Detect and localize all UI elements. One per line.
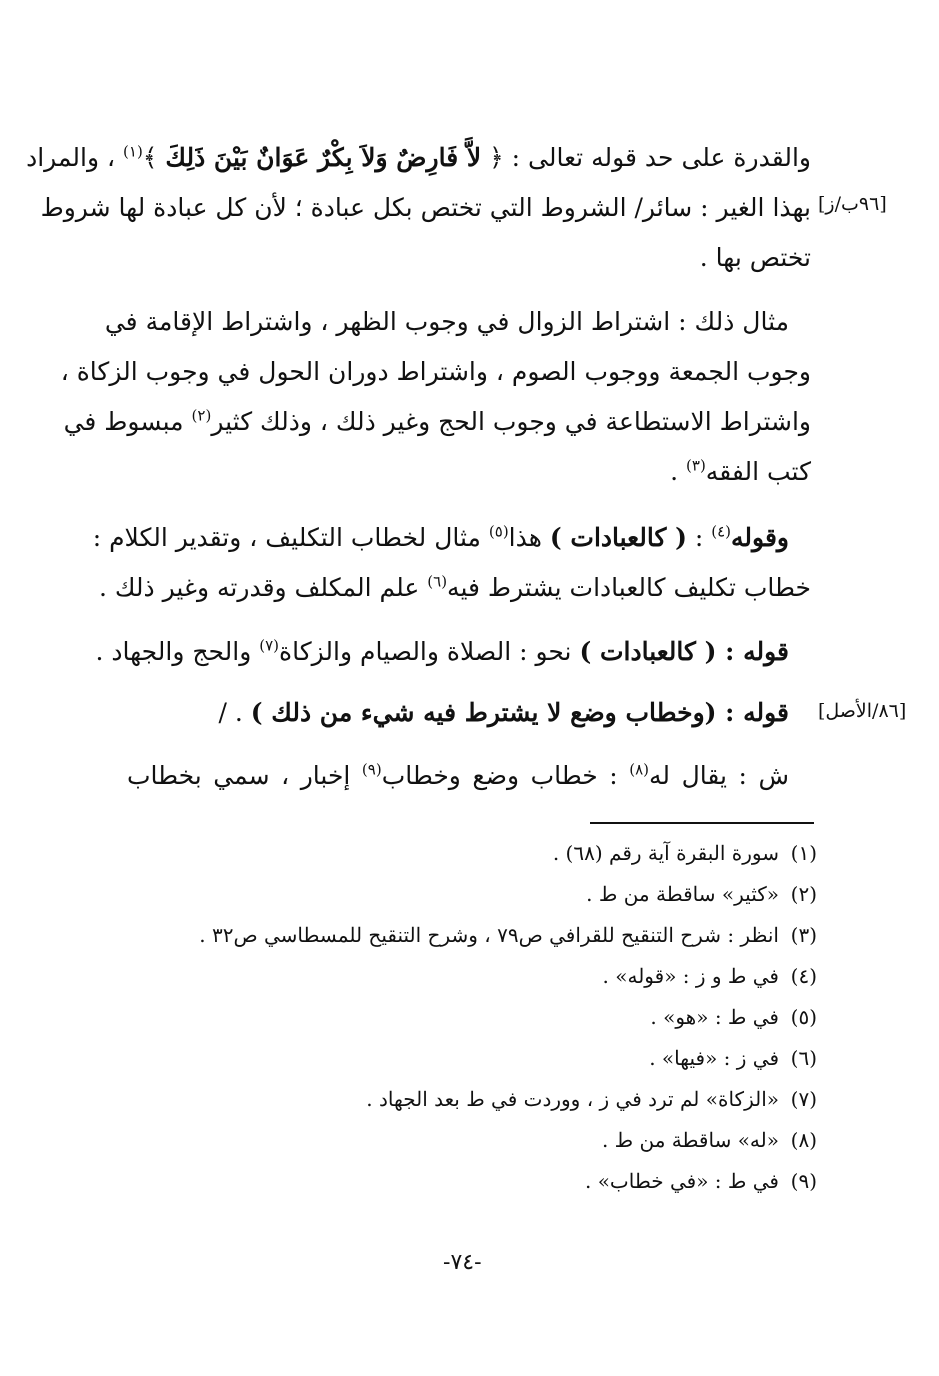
margin-note-original: [٨٦/الأصل] [818, 700, 907, 722]
text-line-1: والقدرة على حد قوله تعالى : ﴿ لاَّ فَارِضٌ وَلاَ بِكْرٌ عَوَانٌ بَيْنَ ذَلِكَ ﴾$^{(١)}$ ، والمراد [26, 142, 811, 172]
footnote-4: (٤)في ط و ز : «قوله» . [602, 964, 817, 988]
footnote-9: (٩)في ط : «في خطاب» . [584, 1169, 817, 1193]
quran-quote: لاَّ فَارِضٌ وَلاَ بِكْرٌ عَوَانٌ بَيْنَ ذَلِكَ [165, 143, 482, 172]
footnote-separator [590, 822, 814, 824]
text-line-2: بهذا الغير : سائر/ الشروط التي تختص بكل عبادة ؛ لأن كل عبادة لها شروط [40, 193, 811, 222]
text-line-10: قوله : ( كالعبادات ) نحو : الصلاة والصيام والزكاة$^{(٧)}$ والحج والجهاد . [95, 636, 789, 666]
text-line-4: مثال ذلك : اشتراط الزوال في وجوب الظهر ، واشتراط الإقامة في [104, 307, 789, 336]
footnote-ref[interactable]: (١) [123, 142, 143, 161]
footnote-ref[interactable]: (٤) [711, 522, 732, 541]
footnote-ref[interactable]: (٥) [488, 522, 509, 541]
footnote-ref[interactable]: (٣) [686, 456, 706, 475]
text-line-12: ش : يقال له$^{(٨)}$ : خطاب وضع وخطاب$^{(٩)}$ إخبار ، سمي بخطاب [127, 760, 790, 790]
footnote-ref[interactable]: (٨) [629, 760, 650, 779]
footnote-5: (٥)في ط : «هو» . [650, 1005, 817, 1029]
text-line-3: تختص بها . [699, 243, 811, 272]
margin-note-manuscript-z: [٩٦ب/ز] [818, 193, 887, 215]
footnote-1: (١)سورة البقرة آية رقم (٦٨) . [552, 841, 817, 865]
footnote-6: (٦)في ز : «فيها» . [649, 1046, 817, 1070]
footnote-7: (٧)«الزكاة» لم ترد في ز ، ووردت في ط بعد الجهاد . [366, 1087, 817, 1111]
footnote-ref[interactable]: (٢) [191, 406, 212, 425]
page-number: -٧٤- [443, 1250, 482, 1275]
text-line-7: كتب الفقه$^{(٣)}$ . [670, 456, 811, 486]
footnote-ref[interactable]: (٧) [259, 636, 279, 655]
footnote-ref[interactable]: (٩) [361, 760, 382, 779]
text-line-9: خطاب تكليف كالعبادات يشترط فيه$^{(٦)}$ علم المكلف وقدرته وغير ذلك . [98, 572, 811, 602]
text-line-8: وقوله$^{(٤)}$ : ( كالعبادات ) هذا$^{(٥)}$ مثال لخطاب التكليف ، وتقدير الكلام : [92, 522, 789, 552]
text-line-11: قوله : (وخطاب وضع لا يشترط فيه شيء من ذلك ) . / [218, 698, 789, 727]
text-line-6: واشتراط الاستطاعة في وجوب الحج وغير ذلك ، وذلك كثير$^{(٢)}$ مبسوط في [63, 406, 811, 436]
footnote-2: (٢)«كثير» ساقطة من ط . [586, 882, 817, 906]
footnote-ref[interactable]: (٦) [427, 572, 448, 591]
text-line-5: وجوب الجمعة ووجوب الصوم ، واشتراط دوران الحول في وجوب الزكاة ، [60, 357, 811, 386]
footnote-8: (٨)«له» ساقطة من ط . [601, 1128, 817, 1152]
footnote-3: (٣)انظر : شرح التنقيح للقرافي ص٧٩ ، وشرح التنقيح للمسطاسي ص٣٢ . [199, 923, 817, 947]
